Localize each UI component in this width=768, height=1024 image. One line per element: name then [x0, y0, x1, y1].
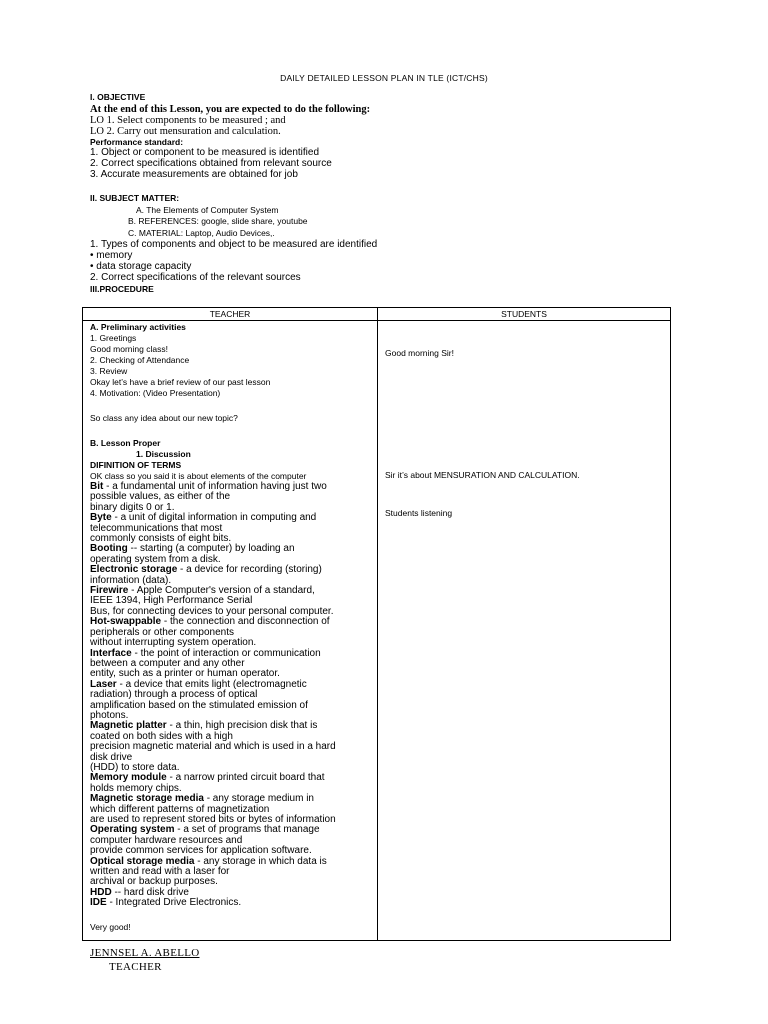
definition-text: amplification based on the stimulated emission of [90, 699, 308, 711]
header-divider [83, 320, 670, 321]
teacher-ok-class: OK class so you said it is about elements of the computer [90, 471, 307, 481]
students-column-header: STUDENTS [501, 309, 547, 319]
definition-text: possible values, as either of the [90, 491, 231, 503]
procedure-table [82, 307, 671, 941]
students-topic-response: Sir it’s about MENSURATION AND CALCULATION. [385, 470, 580, 480]
subject-bullet-storage: • data storage capacity [90, 261, 192, 272]
definition-text: photons. [90, 709, 129, 721]
review-text: Okay let’s have a brief review of our past lesson [90, 377, 271, 387]
standard-item-3: 3. Accurate measurements are obtained for job [90, 169, 298, 180]
definition-text: telecommunications that most [90, 522, 223, 534]
definition-text: radiation) through a process of optical [90, 689, 258, 701]
definition-line [90, 742, 372, 752]
performance-standard-heading: Performance standard: [90, 137, 184, 147]
subject-item-c: C. MATERIAL: Laptop, Audio Devices,. [128, 228, 275, 238]
definition-term: Optical storage media [90, 855, 195, 867]
students-listening: Students listening [385, 508, 453, 518]
definition-text: coated on both sides with a high [90, 730, 233, 742]
teacher-name: JENNSEL A. ABELLO [90, 947, 200, 959]
definition-term: Laser [90, 678, 117, 690]
definition-line [90, 898, 372, 908]
subject-line-2: 2. Correct specifications of the relevant sources [90, 272, 301, 283]
subject-bullet-memory: • memory [90, 250, 133, 261]
topic-question: So class any idea about our new topic? [90, 413, 238, 423]
teacher-column [90, 322, 372, 933]
subject-matter-heading: II. SUBJECT MATTER: [90, 193, 180, 203]
definitions-list [90, 482, 372, 909]
procedure-heading: III.PROCEDURE [90, 284, 154, 294]
definition-term: Bit [90, 481, 104, 492]
definition-text: without interrupting system operation. [90, 637, 257, 649]
definition-term: Magnetic storage media [90, 793, 204, 805]
definition-text: holds memory chips. [90, 782, 182, 794]
definition-term: Memory module [90, 772, 167, 784]
definition-text: - a narrow printed circuit board that [166, 772, 325, 784]
greetings-label: 1. Greetings [90, 333, 137, 343]
preliminary-heading: A. Preliminary activities [90, 322, 186, 332]
objective-intro: At the end of this Lesson, you are expected to do the following: [90, 104, 371, 115]
definition-text: between a computer and any other [90, 657, 245, 669]
subject-item-b: B. REFERENCES: google, slide share, youtube [128, 216, 308, 226]
motivation-label: 4. Motivation: (Video Presentation) [90, 388, 221, 398]
definition-text: operating system from a disk. [90, 553, 221, 565]
definition-text: commonly consists of eight bits. [90, 533, 232, 545]
review-label: 3. Review [90, 366, 128, 376]
definition-text: - a set of programs that manage [174, 824, 320, 836]
teacher-greeting: Good morning class! [90, 344, 168, 354]
definition-text: - Apple Computer's version of a standard, [128, 585, 315, 597]
objective-heading: I. OBJECTIVE [90, 92, 146, 102]
definition-text: - the point of interaction or communication [131, 647, 321, 659]
students-greeting-response: Good morning Sir! [385, 348, 454, 358]
definition-text: - a fundamental unit of information having just two [103, 481, 327, 492]
definition-text: entity, such as a printer or human operator. [90, 668, 280, 680]
definition-term: Firewire [90, 585, 129, 597]
definition-term: Booting [90, 543, 128, 555]
definition-text: are used to represent stored bits or bytes of information [90, 814, 336, 825]
definition-text: - any storage in which data is [194, 855, 327, 867]
definition-text: (HDD) to store data. [90, 761, 180, 773]
definition-text: - a unit of digital information in computing and [111, 512, 317, 524]
definition-text: -- starting (a computer) by loading an [127, 543, 295, 555]
standard-item-1: 1. Object or component to be measured is identified [90, 147, 320, 158]
discussion-label: 1. Discussion [136, 449, 191, 459]
definition-text: precision magnetic material and which is used in a hard [90, 741, 336, 753]
column-divider [377, 308, 378, 940]
definition-text: archival or backup purposes. [90, 876, 218, 888]
definition-term: Byte [90, 512, 112, 524]
definition-text: - any storage medium in [203, 793, 314, 805]
definition-term: IDE [90, 897, 107, 909]
definition-text: - Integrated Drive Electronics. [106, 897, 242, 909]
definition-text: provide common services for application software. [90, 845, 312, 857]
document-title: DAILY DETAILED LESSON PLAN IN TLE (ICT/CHS) [280, 73, 488, 83]
definition-term: Operating system [90, 824, 175, 836]
definition-term: Hot-swappable [90, 616, 162, 628]
teacher-role: TEACHER [109, 961, 162, 973]
definition-text: - a device for recording (storing) [177, 564, 322, 576]
lesson-proper-heading: B. Lesson Proper [90, 438, 161, 448]
learning-outcome-1: LO 1. Select components to be measured ; and [90, 115, 286, 126]
definition-term: Electronic storage [90, 564, 178, 576]
learning-outcome-2: LO 2. Carry out mensuration and calculation. [90, 126, 281, 137]
attendance-label: 2. Checking of Attendance [90, 355, 190, 365]
definition-text: peripherals or other components [90, 626, 234, 638]
definition-text: computer hardware resources and [90, 834, 243, 846]
definition-text: written and read with a laser for [90, 866, 230, 878]
definition-text: - a device that emits light (electromagnetic [116, 678, 307, 690]
definition-text: which different patterns of magnetization [90, 803, 270, 815]
definition-text: binary digits 0 or 1. [90, 501, 175, 513]
definition-text: disk drive [90, 751, 133, 763]
subject-line-1: 1. Types of components and object to be measured are identified [90, 239, 378, 250]
definition-text: information (data). [90, 574, 172, 586]
definition-heading: DIFINITION OF TERMS [90, 460, 182, 470]
definition-term: HDD [90, 886, 112, 898]
definition-text: - a thin, high precision disk that is [166, 720, 318, 732]
definition-text: - the connection and disconnection of [161, 616, 330, 628]
subject-item-a: A. The Elements of Computer System [136, 205, 279, 215]
definition-text: IEEE 1394, High Performance Serial [90, 595, 253, 607]
definition-term: Magnetic platter [90, 720, 167, 732]
teacher-praise: Very good! [90, 921, 131, 932]
teacher-column-header: TEACHER [209, 309, 251, 319]
definition-term: Interface [90, 647, 132, 659]
definition-line [90, 701, 372, 711]
standard-item-2: 2. Correct specifications obtained from relevant source [90, 158, 332, 169]
definition-text: Bus, for connecting devices to your personal computer. [90, 605, 334, 617]
definition-text: -- hard disk drive [111, 886, 189, 898]
